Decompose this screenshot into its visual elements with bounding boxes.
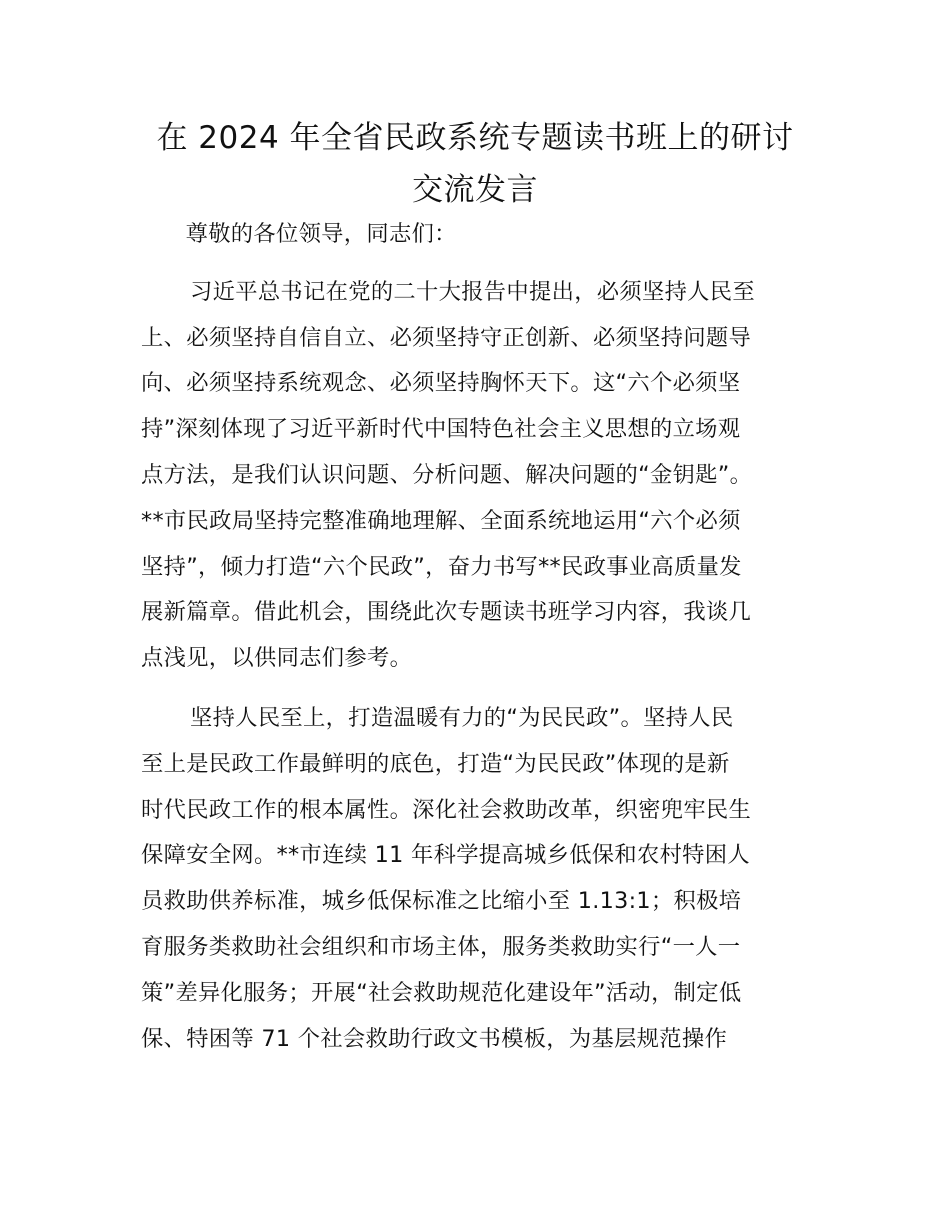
text-line: **市民政局坚持完整准确地理解、全面系统地运用“六个必须 <box>141 507 741 534</box>
title-line-1: 在 2024 年全省民政系统专题读书班上的研讨 <box>156 120 794 156</box>
salutation: 尊敬的各位领导，同志们： <box>185 221 457 247</box>
text-line: 点浅见，以供同志们参考。 <box>141 645 413 672</box>
text-line: 习近平总书记在党的二十大报告中提出，必须坚持人民至 <box>190 278 755 305</box>
text-line: 上、必须坚持自信自立、必须坚持守正创新、必须坚持问题导 <box>141 324 752 351</box>
text-line: 坚持”，倾力打造“六个民政”，奋力书写**民政事业高质量发 <box>141 553 742 580</box>
text-line: 员救助供养标准，城乡低保标准之比缩小至 1.13:1；积极培 <box>141 888 742 915</box>
text-line: 育服务类救助社会组织和市场主体，服务类救助实行“一人一 <box>141 933 741 960</box>
text-line: 点方法，是我们认识问题、分析问题、解决问题的“金钥匙”。 <box>141 461 753 488</box>
text-line: 策”差异化服务；开展“社会救助规范化建设年”活动，制定低 <box>141 979 742 1006</box>
text-line: 保障安全网。**市连续 11 年科学提高城乡低保和农村特困人 <box>141 842 750 869</box>
title-line-2: 交流发言 <box>412 172 538 208</box>
paragraph-2 <box>141 696 831 1062</box>
text-line: 保、特困等 71 个社会救助行政文书模板，为基层规范操作 <box>141 1025 728 1052</box>
text-line: 至上是民政工作最鲜明的底色，打造“为民民政”体现的是新 <box>141 750 730 777</box>
paragraph-1 <box>141 270 831 682</box>
document-body <box>141 212 831 1076</box>
text-line: 展新篇章。借此机会，围绕此次专题读书班学习内容，我谈几 <box>141 599 752 626</box>
text-line: 持”深刻体现了习近平新时代中国特色社会主义思想的立场观 <box>141 416 741 443</box>
text-line: 向、必须坚持系统观念、必须坚持胸怀天下。这“六个必须坚 <box>141 370 741 397</box>
document-title <box>110 112 840 216</box>
text-line: 时代民政工作的根本属性。深化社会救助改革，织密兜牢民生 <box>141 796 752 823</box>
text-line: 坚持人民至上，打造温暖有力的“为民民政”。坚持人民 <box>190 704 734 731</box>
